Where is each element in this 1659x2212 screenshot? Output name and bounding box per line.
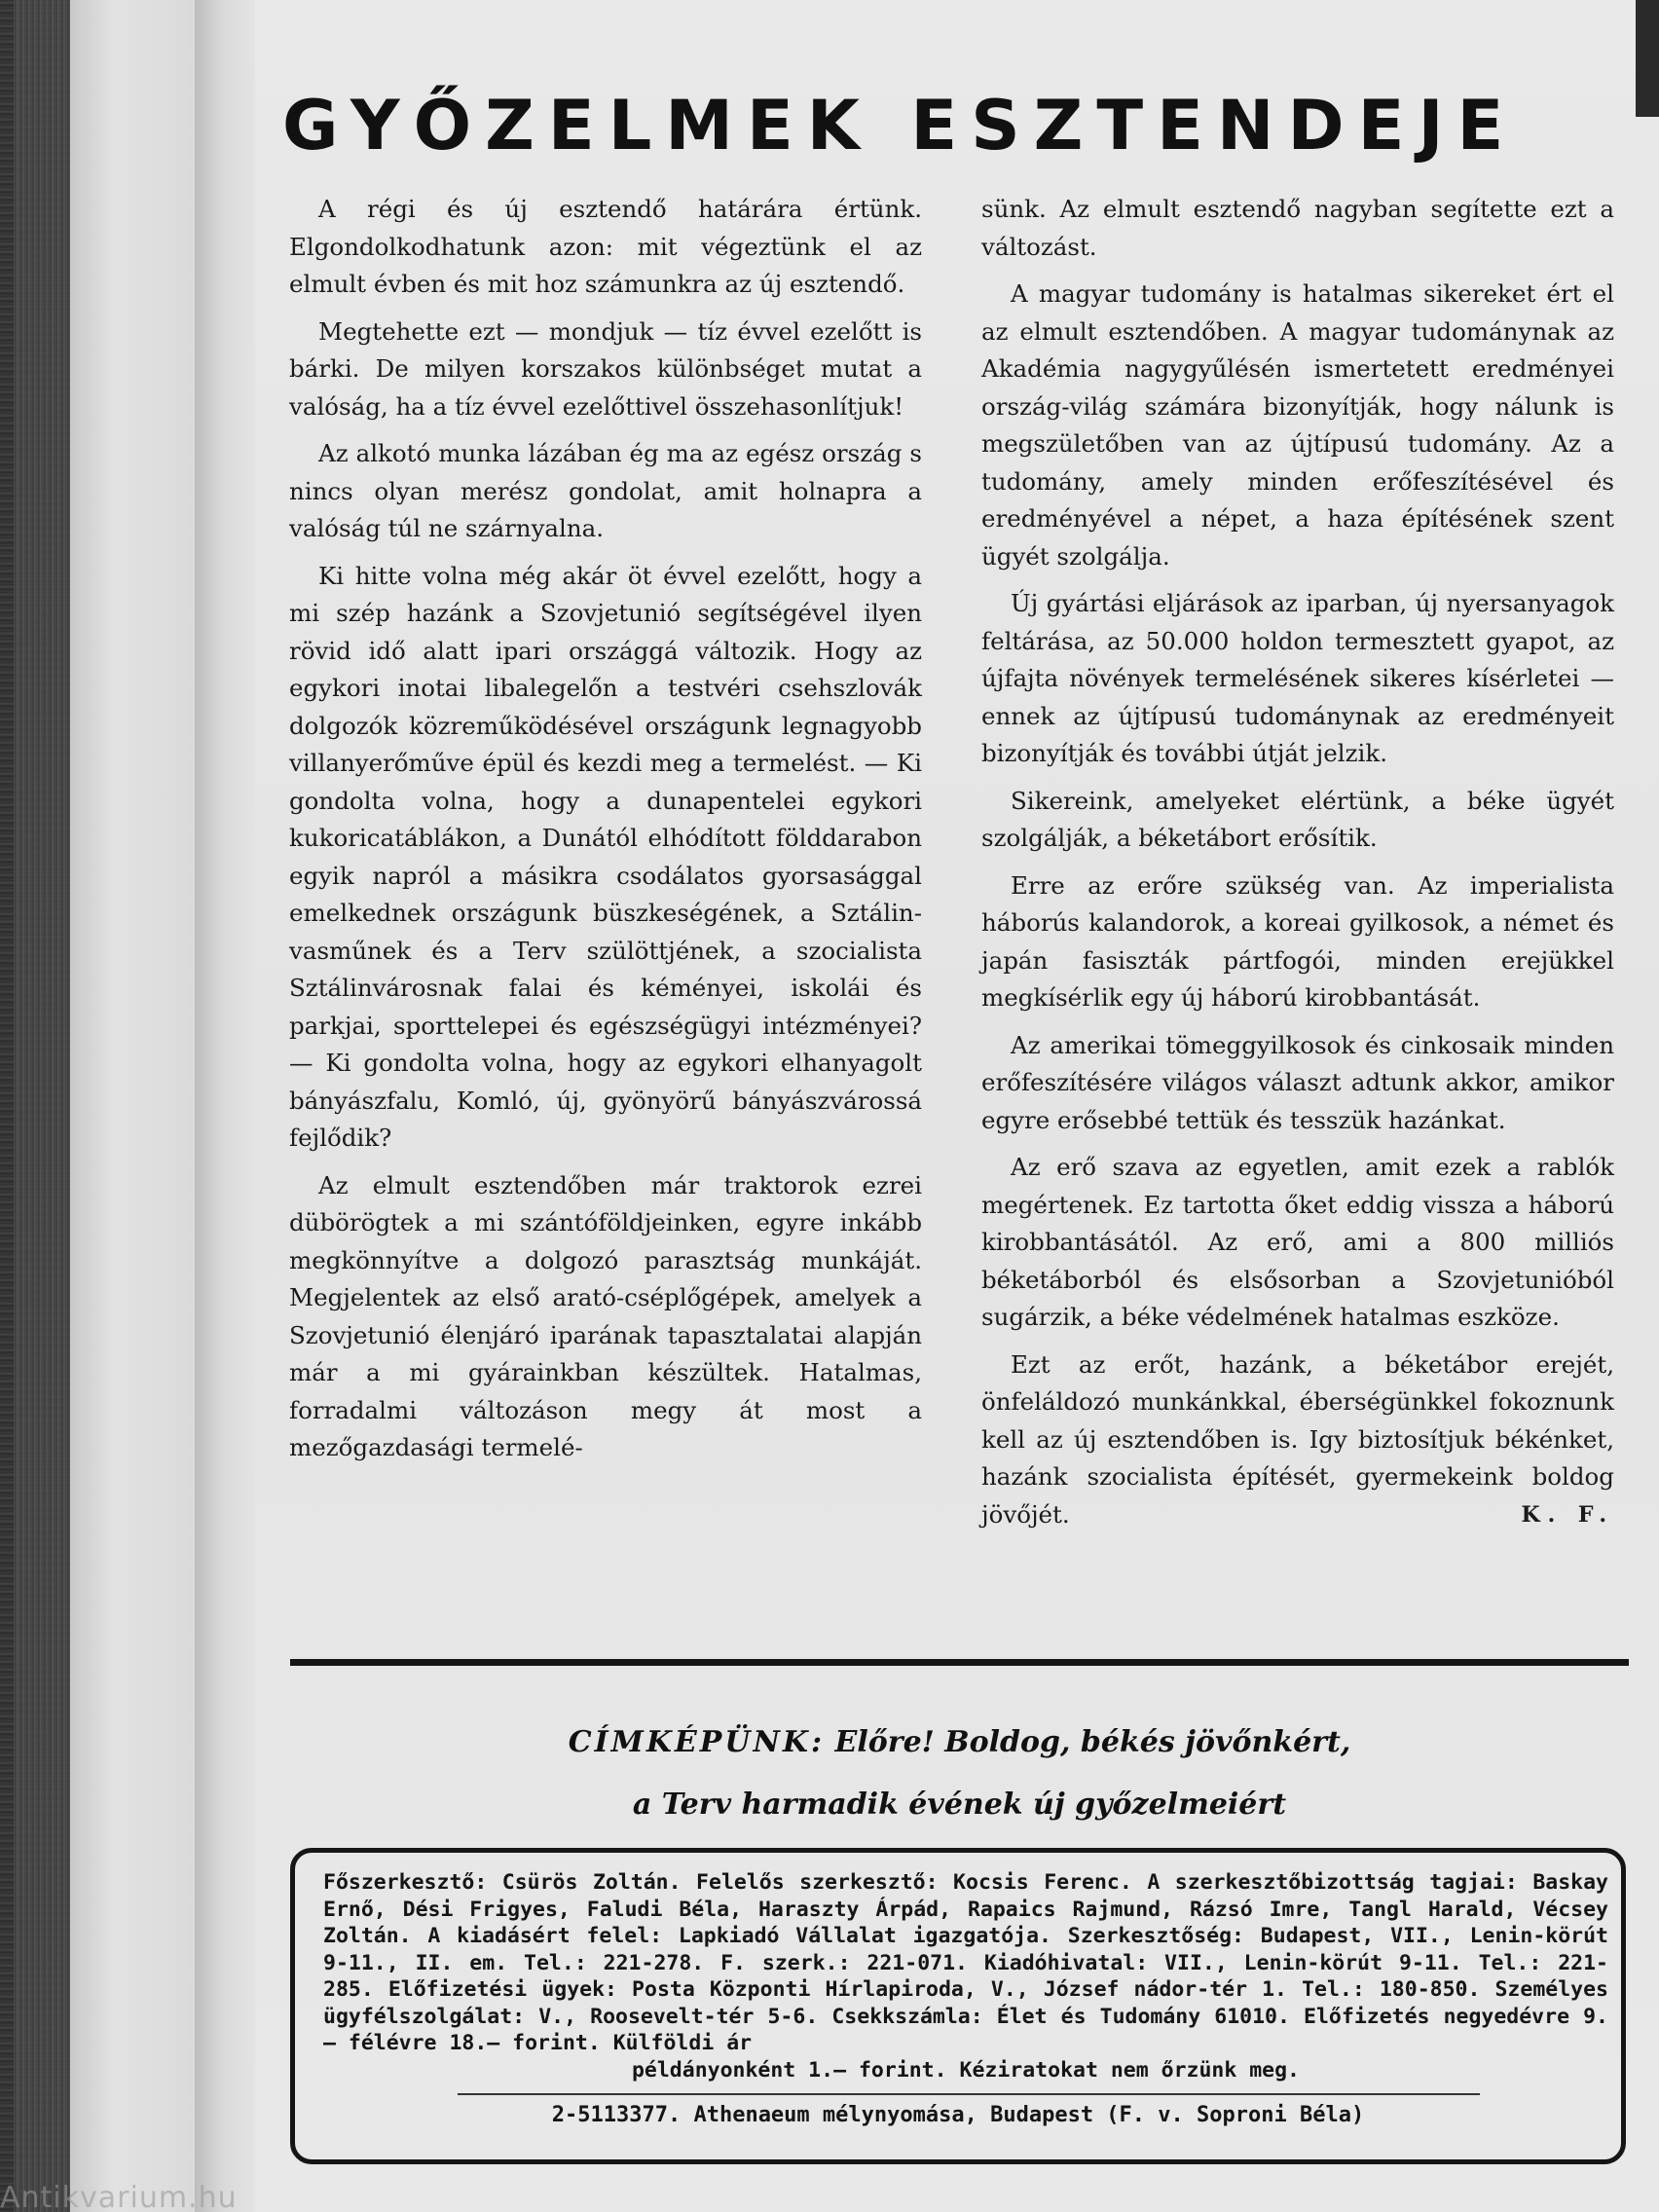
paragraph: Ezt az erőt, hazánk, a béketábor erejét, önfeláldozó munkánkkal, éberségünkkel fokoznunk kell az új esztendőben is. Igy biztosítjuk békénket, hazánk szocialista építését, gyermekeink boldog jövőjét. xyxy=(981,1349,1614,1529)
paragraph: Erre az erőre szükség van. Az imperialista háborús kalandorok, a koreai gyilkosok, a német és japán fasiszták pártfogói, minden erejükkel megkísérlik egy új háború kirobbantását. xyxy=(981,870,1614,1012)
caption-label: CÍMKÉPÜNK: xyxy=(568,1725,826,1759)
caption-line-2: a Terv harmadik évének új győzelmeiért xyxy=(632,1788,1287,1822)
paragraph: Az alkotó munka lázában ég ma az egész ország s nincs olyan merész gondolat, amit holnapra a valóság túl ne szárnyalna. xyxy=(289,439,922,542)
author-signature: K. F. xyxy=(1521,1502,1614,1528)
imprint xyxy=(323,1869,1608,2083)
paragraph: Megtehette ezt — mondjuk — tíz évvel ezelőtt is bárki. De milyen korszakos különbséget mutat a valóság, ha a tíz évvel ezelőttivel összehasonlítjuk! xyxy=(289,316,922,421)
imprint-divider xyxy=(458,2093,1480,2095)
printer-line: 2-5113377. Athenaeum mélynyomása, Budapest (F. v. Soproni Béla) xyxy=(551,2103,1365,2127)
page-fold-shadow xyxy=(195,0,263,2212)
paragraph: Az amerikai tömeggyilkosok és cinkosaik minden erőfeszítésére világos választ adtunk akkor, amikor egyre erősebbé tettük és tesszük hazánkat. xyxy=(981,1030,1614,1134)
paragraph: Sikereink, amelyeket elértünk, a béke ügyét szolgálják, a béketábort erősítik. xyxy=(981,786,1614,852)
paragraph: Ki hitte volna még akár öt évvel ezelőtt, hogy a mi szép hazánk a Szovjetunió segítségével ilyen rövid idő alatt ipari országgá változik. Hogy az egykori inotai libalegelőn a testvéri csehszlovák dolgozók közreműködésével országunk legnagyobb villanyerőműve épül és kezdi meg a termelést. — Ki gondolta volna, hogy a dunapentelei egykori kukoricatáblákon, a Dunától elhódított földdarabon egyik napról a másikra csodálatos gyorsasággal emelkednek országunk büszkeségének, a Sztálin-vasműnek és a Terv szülöttjének, a szocialista Sztálinvárosnak falai és kéményei, iskolái és parkjai, sporttelepei és egészségügyi intézményei? — Ki gondolta volna, hogy az egykori elhanyagolt bányászfalu, Komló, új, gyönyörű bányászvárossá fejlődik? xyxy=(289,561,922,1152)
book-spine-texture xyxy=(14,0,70,2212)
caption-line-1: Előre! Boldog, békés jövőnkért, xyxy=(834,1725,1351,1759)
headline: GYŐZELMEK ESZTENDEJE xyxy=(282,86,1518,166)
section-divider xyxy=(290,1659,1629,1666)
paragraph: A magyar tudomány is hatalmas sikereket ért el az elmult esztendőben. A magyar tudománynak az Akadémia nagygyűlésén ismertetett eredményei ország-világ számára bizonyítják, hogy nálunk is megszületőben van az újtípusú tudomány. Az a tudomány, amely minden erőfeszítésével és eredményével a népet, a haza építésének szent ügyét szolgálja. xyxy=(981,279,1614,571)
page-edge-scrap xyxy=(1636,0,1659,117)
article-right-column xyxy=(981,191,1614,1534)
page-margin-strip xyxy=(70,0,195,2212)
imprint-text: Főszerkesztő: Csürös Zoltán. Felelős szerkesztő: Kocsis Ferenc. A szerkesztőbizottság tagjai: Baskay Ernő, Dési Frigyes, Faludi Béla, Haraszty Árpád, Rapaics Rajmund, Rázsó Imre, Tangl Harald, Vécsey Zoltán. A kiadásért felel: Lapkiadó Vállalat igazgatója. Szerkesztőség: Budapest, VII., Lenin-körút 9-11., II. em. Tel.: 221-278. F. szerk.: 221-071. Kiadóhivatal: VII., Lenin-körút 9-11. Tel.: 221-285. Előfizetési ügyek: Posta Központi Hírlapiroda, V., József nádor-tér 1. Tel.: 180-850. Személyes ügyfélszolgálat: V., Roosevelt-tér 5-6. Csekkszámla: Élet és Tudomány 61010. Előfizetés negyedévre 9.— félévre 18.— forint. Külföldi ár xyxy=(323,1870,1608,2055)
paragraph: sünk. Az elmult esztendő nagyban segítette ezt a változást. xyxy=(981,195,1614,261)
cover-caption xyxy=(290,1712,1629,1836)
paragraph: A régi és új esztendő határára értünk. Elgondolkodhatunk azon: mit végeztünk el az elmult évben és mit hoz számunkra az új esztendő. xyxy=(289,195,922,298)
watermark: Antikvarium.hu xyxy=(0,2181,238,2212)
imprint-last-line: példányonként 1.— forint. Kéziratokat nem őrzünk meg. xyxy=(631,2057,1301,2083)
paragraph: Az erő szava az egyetlen, amit ezek a rablók megértenek. Ez tartotta őket eddig vissza a háború kirobbantásától. Az erő, ami a 800 milliós béketáborból és elsősorban a Szovjetunióból sugárzik, a béke védelmének hatalmas eszköze. xyxy=(981,1153,1614,1331)
paragraph: Az elmult esztendőben már traktorok ezrei dübörögtek a mi szántóföldjeinken, egyre inkább megkönnyítve a dolgozó parasztság munkáját. Megjelentek az első arató-cséplőgépek, amelyek a Szovjetunió élenjáró iparának tapasztalatai alapján már a mi gyárainkban készültek. Hatalmas, forradalmi változáson megy át most a mezőgazdasági termelé- xyxy=(289,1170,922,1461)
article-left-column xyxy=(289,191,922,1477)
paragraph: Új gyártási eljárások az iparban, új nyersanyagok feltárása, az 50.000 holdon termesztett gyapot, az újfajta növények termelésének sikeres kísérletei — ennek az újtípusú tudománynak az eredményeit bizonyítják és további útját jelzik. xyxy=(981,589,1614,767)
